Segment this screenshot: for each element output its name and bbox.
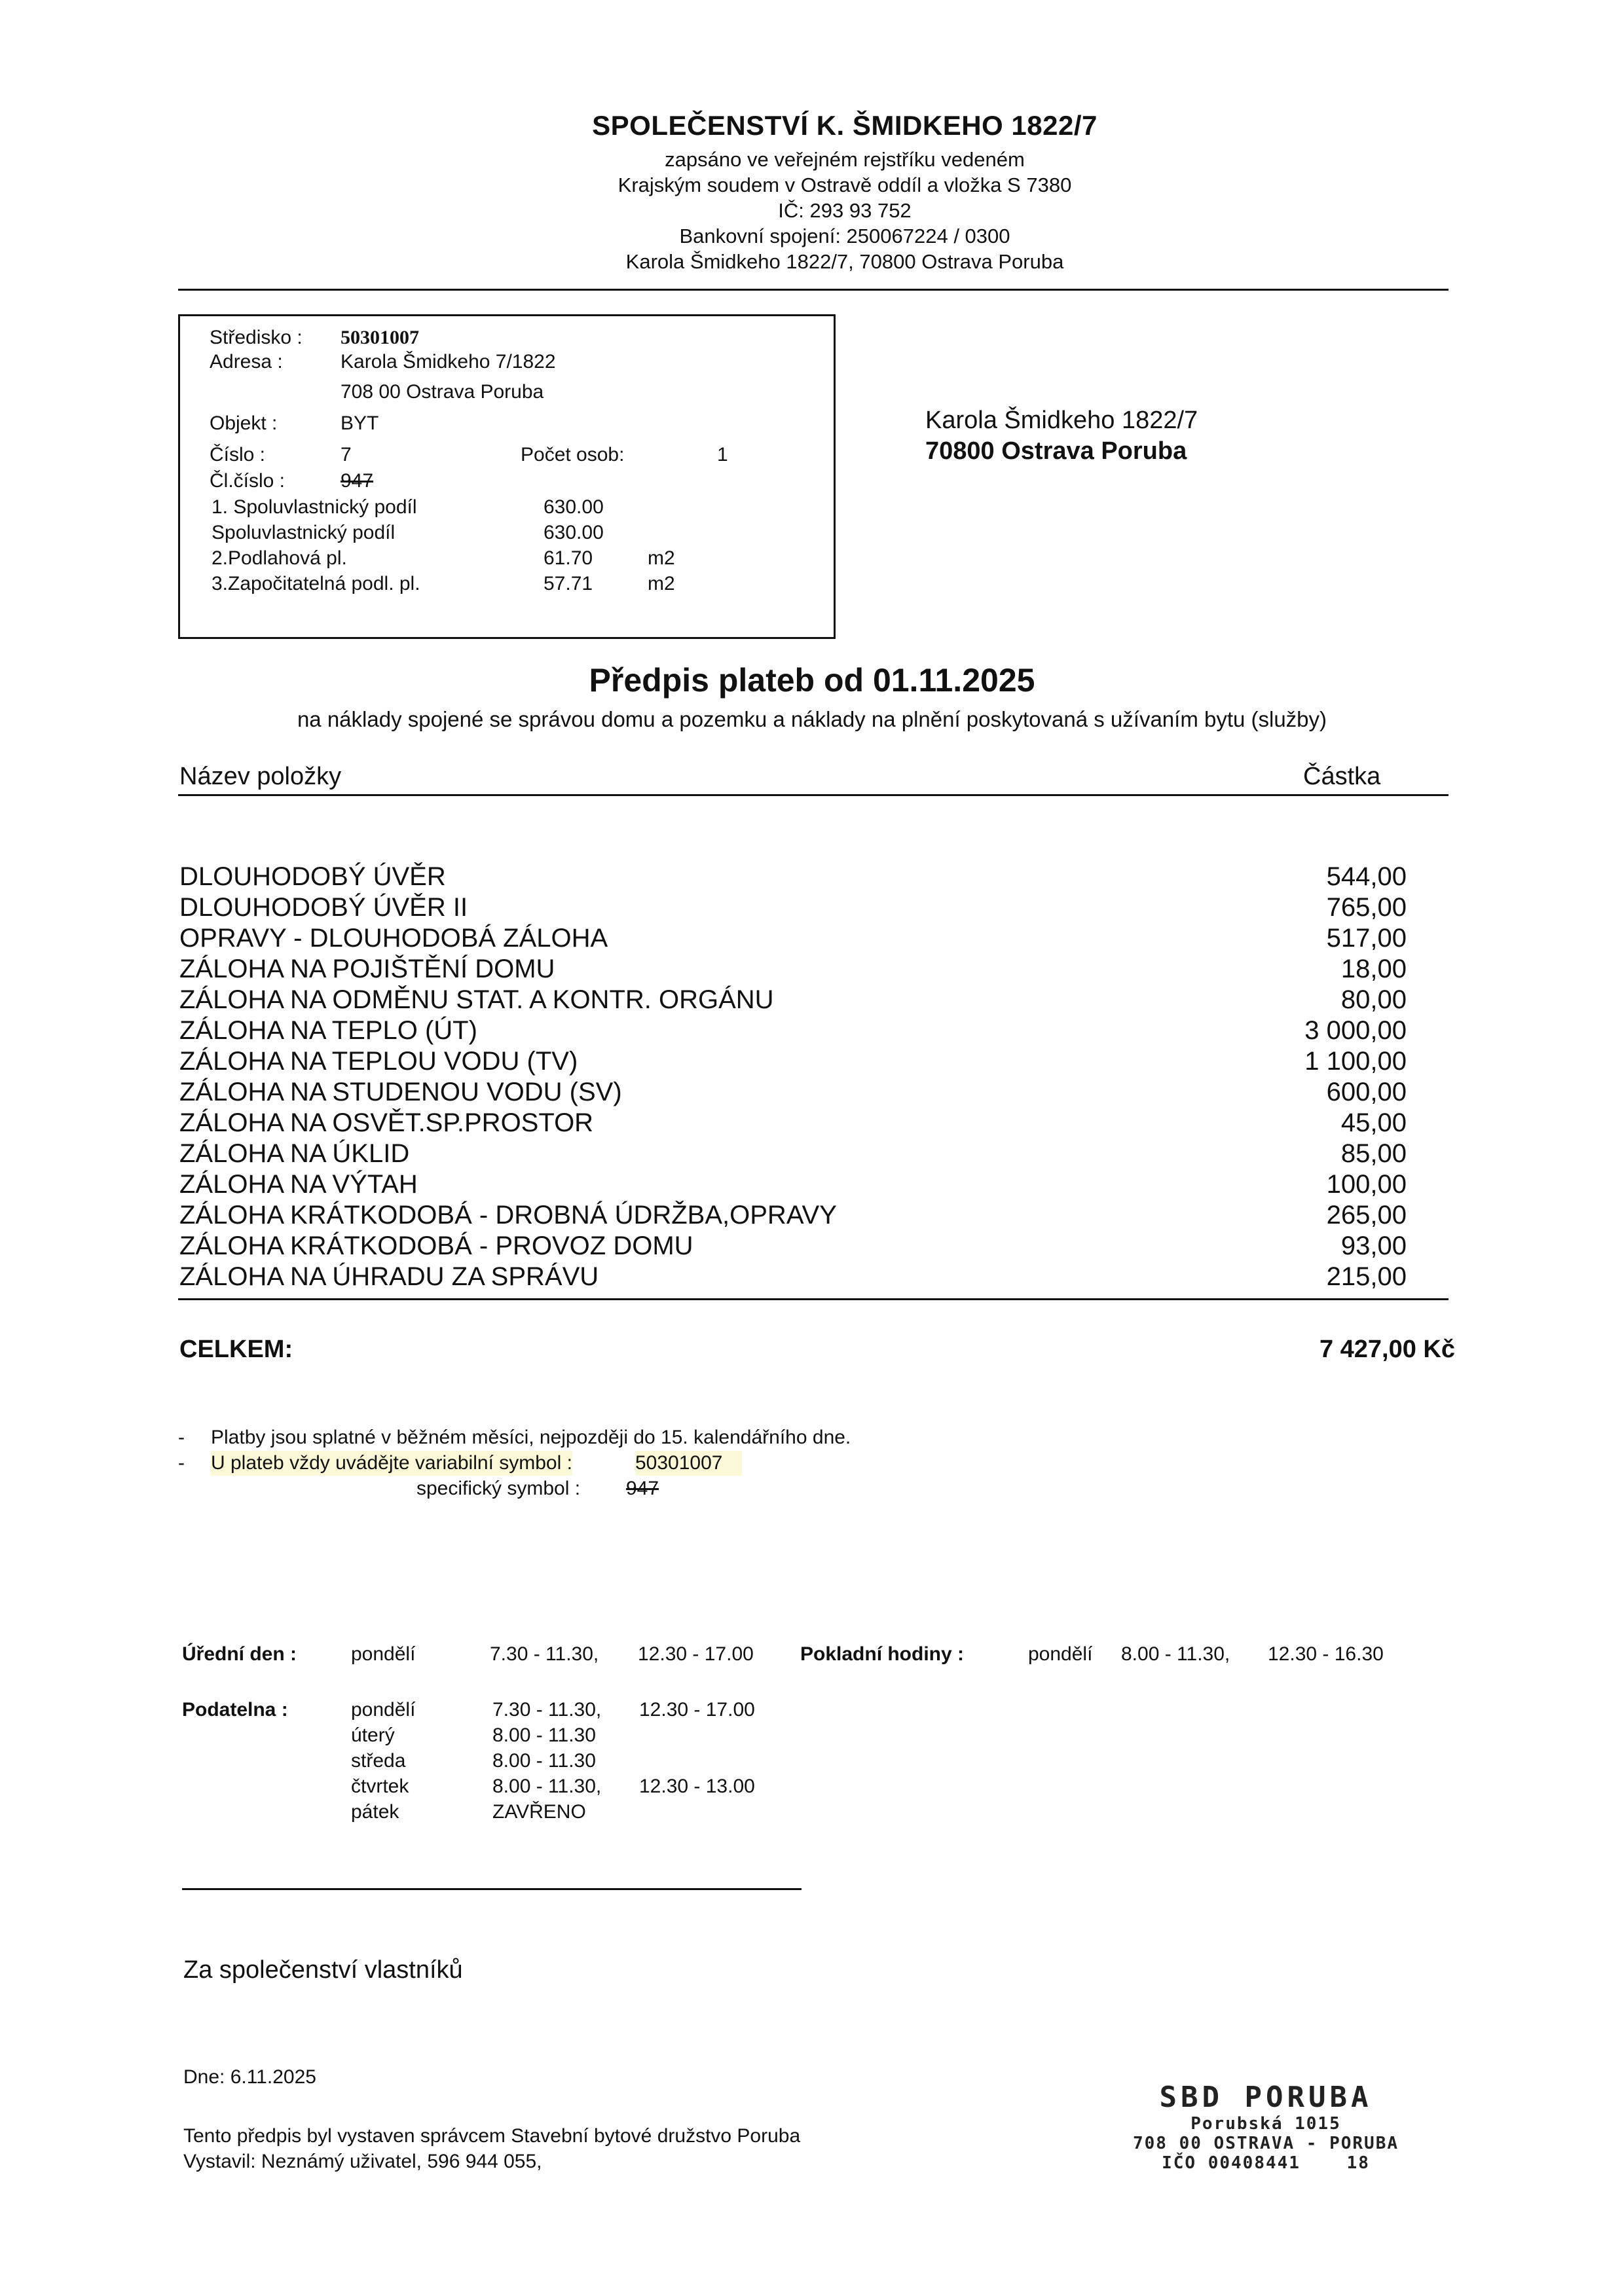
cashier-hours-day: pondělí <box>1028 1643 1093 1665</box>
item-amount: 93,00 <box>1340 1231 1407 1260</box>
table-row <box>179 923 1407 954</box>
adresa-line1: Karola Šmidkeho 7/1822 <box>341 351 556 373</box>
podlahova-value: 61.70 <box>544 547 593 569</box>
office-day-day: pondělí <box>351 1643 416 1665</box>
registry-time2: 12.30 - 17.00 <box>639 1699 755 1721</box>
podil1-label: 1. Spoluvlastnický podíl <box>212 496 417 518</box>
cashier-hours-time1: 8.00 - 11.30, <box>1121 1643 1230 1665</box>
item-name: ZÁLOHA NA VÝTAH <box>179 1170 418 1199</box>
adresa-label: Adresa : <box>210 351 283 373</box>
zapocitatelna-value: 57.71 <box>544 573 593 594</box>
table-row <box>179 1200 1407 1231</box>
cislo-value: 7 <box>341 444 352 465</box>
objekt-label: Objekt : <box>210 412 278 434</box>
podil2-label: Spoluvlastnický podíl <box>212 522 396 543</box>
bank-line: Bankovní spojení: 250067224 / 0300 <box>679 225 1010 247</box>
item-name: ZÁLOHA NA TEPLO (ÚT) <box>179 1016 477 1045</box>
item-name: ZÁLOHA NA ÚHRADU ZA SPRÁVU <box>179 1262 599 1291</box>
company-stamp <box>1092 2081 1439 2173</box>
table-row <box>179 1108 1407 1139</box>
stamp-ico-number: IČO 00408441 <box>1162 2153 1301 2173</box>
objekt-value: BYT <box>341 412 379 434</box>
item-amount: 765,00 <box>1326 893 1407 922</box>
item-name: ZÁLOHA KRÁTKODOBÁ - PROVOZ DOMU <box>179 1231 693 1260</box>
cislo-label: Číslo : <box>210 444 266 465</box>
item-amount: 18,00 <box>1340 955 1407 983</box>
podlahova-label: 2.Podlahová pl. <box>212 547 347 569</box>
table-row <box>179 985 1407 1015</box>
item-amount: 80,00 <box>1340 985 1407 1014</box>
table-row <box>179 1046 1407 1077</box>
ico-line: IČ: 293 93 752 <box>778 199 912 222</box>
issue-date: Dne: 6.11.2025 <box>183 2066 316 2088</box>
signature-label: Za společenství vlastníků <box>183 1956 463 1984</box>
note-bullet: - <box>178 1427 185 1448</box>
variable-symbol: 50301007 <box>635 1451 742 1476</box>
document-title: Předpis plateb od 01.11.2025 <box>589 662 1035 699</box>
organization-name: SPOLEČENSTVÍ K. ŠMIDKEHO 1822/7 <box>592 110 1098 141</box>
header-divider <box>178 289 1449 291</box>
total-label: CELKEM: <box>179 1336 293 1363</box>
signature-line <box>182 1888 802 1890</box>
registry-day: úterý <box>351 1724 395 1746</box>
item-amount: 1 100,00 <box>1304 1047 1407 1076</box>
issued-by: Tento předpis byl vystaven správcem Stavební bytové družstvo Poruba <box>183 2125 801 2147</box>
column-name-header: Název položky <box>179 763 342 790</box>
recipient-city: 70800 Ostrava Poruba <box>925 437 1187 465</box>
table-row <box>179 1262 1407 1292</box>
note-due-date: Platby jsou splatné v běžném měsíci, nejpozději do 15. kalendářního dne. <box>211 1427 851 1448</box>
office-day-time1: 7.30 - 11.30, <box>490 1643 599 1665</box>
item-amount: 517,00 <box>1326 924 1407 953</box>
office-day-time2: 12.30 - 17.00 <box>638 1643 754 1665</box>
item-amount: 265,00 <box>1326 1201 1407 1230</box>
stamp-suffix: 18 <box>1346 2153 1370 2173</box>
podil2-value: 630.00 <box>544 522 604 543</box>
stamp-title: SBD PORUBA <box>1159 2081 1373 2114</box>
note-specific-symbol-label: specifický symbol : <box>416 1478 581 1499</box>
item-name: ZÁLOHA NA OSVĚT.SP.PROSTOR <box>179 1108 594 1137</box>
zapocitatelna-unit: m2 <box>648 573 675 594</box>
specific-symbol: 947 <box>626 1478 659 1499</box>
podlahova-unit: m2 <box>648 547 675 569</box>
zapocitatelna-label: 3.Započitatelná podl. pl. <box>212 573 420 594</box>
registry-day: čtvrtek <box>351 1776 409 1797</box>
table-row <box>179 1015 1407 1046</box>
registry-time1: 8.00 - 11.30 <box>492 1724 596 1746</box>
cashier-hours-time2: 12.30 - 16.30 <box>1268 1643 1384 1665</box>
item-name: ZÁLOHA NA STUDENOU VODU (SV) <box>179 1078 622 1106</box>
item-name: DLOUHODOBÝ ÚVĚR II <box>179 893 468 922</box>
item-amount: 600,00 <box>1326 1078 1407 1106</box>
adresa-line2: 708 00 Ostrava Poruba <box>341 381 544 403</box>
item-name: OPRAVY - DLOUHODOBÁ ZÁLOHA <box>179 924 608 953</box>
note-variable-symbol-label: U plateb vždy uvádějte variabilní symbol : <box>211 1451 572 1476</box>
stredisko-value: 50301007 <box>341 327 419 348</box>
registry-time1: ZAVŘENO <box>492 1801 586 1823</box>
address-line: Karola Šmidkeho 1822/7, 70800 Ostrava Poruba <box>625 250 1064 273</box>
table-row <box>179 1077 1407 1108</box>
stamp-street: Porubská 1015 <box>1190 2114 1341 2134</box>
item-name: ZÁLOHA NA POJIŠTĚNÍ DOMU <box>179 955 555 983</box>
table-row <box>179 1139 1407 1169</box>
item-amount: 215,00 <box>1326 1262 1407 1291</box>
table-header-divider <box>178 794 1449 796</box>
stredisko-label: Středisko : <box>210 327 303 348</box>
registry-time1: 7.30 - 11.30, <box>492 1699 602 1721</box>
cashier-hours-label: Pokladní hodiny : <box>800 1643 965 1665</box>
registry-time2: 12.30 - 13.00 <box>639 1776 755 1797</box>
note-bullet: - <box>178 1452 185 1474</box>
table-row <box>179 1231 1407 1262</box>
court-line: Krajským soudem v Ostravě oddíl a vložka S 7380 <box>618 173 1072 196</box>
registry-day: středa <box>351 1750 406 1772</box>
pocet-osob-value: 1 <box>717 444 728 465</box>
stamp-city: 708 00 OSTRAVA - PORUBA <box>1132 2134 1399 2153</box>
item-amount: 3 000,00 <box>1304 1016 1407 1045</box>
table-bottom-divider <box>178 1298 1449 1300</box>
document-subtitle: na náklady spojené se správou domu a pozemku a náklady na plnění poskytovaná s užívaním bytu (služby) <box>297 707 1327 731</box>
registry-day: pondělí <box>351 1699 416 1721</box>
item-name: ZÁLOHA KRÁTKODOBÁ - DROBNÁ ÚDRŽBA,OPRAVY <box>179 1201 837 1230</box>
pocet-osob-label: Počet osob: <box>521 444 625 465</box>
item-name: ZÁLOHA NA TEPLOU VODU (TV) <box>179 1047 578 1076</box>
info-box <box>178 314 836 639</box>
stamp-ico <box>1092 2153 1439 2173</box>
podil1-value: 630.00 <box>544 496 604 518</box>
item-amount: 85,00 <box>1340 1139 1407 1168</box>
table-row <box>179 892 1407 923</box>
registry-office-label: Podatelna : <box>182 1699 288 1721</box>
item-amount: 544,00 <box>1326 862 1407 891</box>
registry-line: zapsáno ve veřejném rejstříku vedeném <box>665 148 1025 171</box>
clcislo-value: 947 <box>341 470 374 492</box>
issued-by-user: Vystavil: Neznámý uživatel, 596 944 055, <box>183 2151 542 2172</box>
recipient-street: Karola Šmidkeho 1822/7 <box>925 407 1198 434</box>
item-amount: 45,00 <box>1340 1108 1407 1137</box>
table-row <box>179 954 1407 985</box>
clcislo-label: Čl.číslo : <box>210 470 286 492</box>
item-name: DLOUHODOBÝ ÚVĚR <box>179 862 446 891</box>
table-row <box>179 1169 1407 1200</box>
office-day-label: Úřední den : <box>182 1643 297 1665</box>
column-amount-header: Částka <box>1303 763 1381 790</box>
registry-time1: 8.00 - 11.30, <box>492 1776 602 1797</box>
table-row <box>179 862 1407 892</box>
item-name: ZÁLOHA NA ÚKLID <box>179 1139 410 1168</box>
registry-day: pátek <box>351 1801 399 1823</box>
item-name: ZÁLOHA NA ODMĚNU STAT. A KONTR. ORGÁNU <box>179 985 774 1014</box>
registry-time1: 8.00 - 11.30 <box>492 1750 596 1772</box>
item-amount: 100,00 <box>1326 1170 1407 1199</box>
total-value: 7 427,00 Kč <box>1319 1336 1455 1363</box>
